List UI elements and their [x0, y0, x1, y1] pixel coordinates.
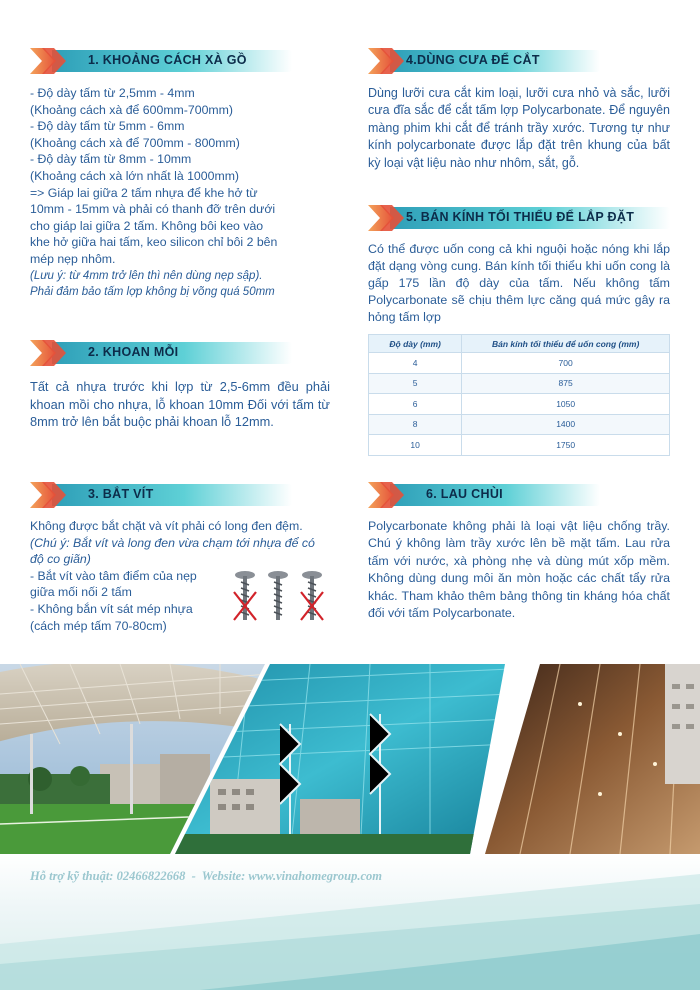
table-cell: 1400 — [462, 414, 670, 435]
section-title: 5. BÁN KÍNH TỐI THIỂU ĐỂ LẮP ĐẶT — [406, 210, 635, 224]
section-cleaning — [368, 482, 670, 622]
table-cell: 700 — [462, 353, 670, 374]
section-header — [368, 205, 670, 231]
website-link[interactable]: Website: www.vinahomegroup.com — [201, 869, 382, 883]
section-header — [30, 340, 330, 366]
section-body: Polycarbonate không phải là loại vật liệu chống trầy. Chú ý không làm trầy xước lên bề mặt tấm. Lau rửa tấm với nước, xà phòng nhẹ và dùng mút xốp mềm. Không dùng dung môi ăn mòn hoặc các chất tẩy rửa khác. Tham khảo thêm bảng thông tin kháng hóa chất đối với tấm Polycarbonate. — [368, 519, 670, 621]
section-header — [368, 48, 670, 74]
text-line: 10mm - 15mm và phải có thanh đỡ trên dưới — [30, 202, 276, 217]
text-line: giữa mối nối 2 tấm — [30, 585, 132, 600]
brown-roof-photo — [480, 664, 700, 854]
note-line: Phải đảm bảo tấm lợp không bị võng quá 50mm — [30, 286, 275, 299]
table-row — [369, 373, 670, 394]
section-body: Tất cả nhựa trước khi lợp từ 2,5-6mm đều phải khoan mồi cho nhựa, lỗ khoan 10mm Đối với tấm từ 8mm trở lên bắt buộc phải khoan lỗ 12mm. — [30, 379, 330, 429]
section-title: 6. LAU CHÙI — [426, 487, 503, 501]
photo-strip — [0, 664, 700, 854]
section-title: 2. KHOAN MỖI — [88, 345, 179, 359]
table-cell: 875 — [462, 373, 670, 394]
section-title: 3. BẮT VÍT — [88, 487, 154, 501]
section-min-radius — [368, 205, 670, 456]
section-title: 4.DÙNG CƯA ĐỂ CẮT — [406, 53, 540, 67]
table-cell: 4 — [369, 353, 462, 374]
chevron-arrow-icon — [30, 48, 68, 74]
support-phone: Hỗ trợ kỹ thuật: 02466822668 — [30, 869, 186, 883]
table-cell: 8 — [369, 414, 462, 435]
table-cell: 1750 — [462, 435, 670, 456]
table-cell: 6 — [369, 394, 462, 415]
footer-separator: - — [185, 869, 202, 883]
text-line: cho giáp lai giữa 2 tấm. Không bôi keo vào — [30, 218, 264, 233]
table-cell: 10 — [369, 435, 462, 456]
chevron-arrow-icon — [368, 205, 406, 231]
section-title: 1. KHOẢNG CÁCH XÀ GỒ — [88, 53, 247, 67]
table-row — [369, 414, 670, 435]
footer — [0, 854, 700, 990]
table-header-row — [369, 335, 670, 353]
table-row — [369, 353, 670, 374]
text-line: - Độ dày tấm từ 8mm - 10mm — [30, 152, 192, 167]
text-line: - Độ dày tấm từ 2,5mm - 4mm — [30, 86, 195, 100]
table-row — [369, 394, 670, 415]
text-line: mép nẹp nhôm. — [30, 251, 116, 266]
section-body — [30, 85, 330, 301]
chevron-arrow-icon — [30, 340, 68, 366]
note-line: (Lưu ý: từ 4mm trở lên thì nên dùng nẹp sập). — [30, 269, 263, 282]
intro-text: Không được bắt chặt và vít phải có long đen đệm. — [30, 519, 303, 533]
chevron-arrow-icon — [368, 48, 406, 74]
section-body: Có thể được uốn cong cả khi nguội hoặc nóng khi lắp đặt dạng vòng cung. Bán kính tối thiểu khi uốn cong là gấp 175 lần độ dày của tấm. Nếu không tấm Polycarbonate sẽ chịu thêm lực căng quá mức gây ra hỏng tấm lợp — [368, 242, 670, 324]
section-drilling — [30, 340, 330, 431]
section-header — [30, 482, 330, 508]
table-row — [369, 435, 670, 456]
text-line: (Khoảng cách xà để 700mm - 800mm) — [30, 135, 240, 150]
text-line: (Khoảng cách xà để 600mm-700mm) — [30, 102, 233, 117]
column-header: Bán kính tối thiểu để uốn cong (mm) — [462, 335, 670, 353]
radius-table — [368, 334, 670, 456]
footer-contact — [30, 869, 382, 884]
text-line: - Độ dày tấm từ 5mm - 6mm — [30, 119, 185, 134]
text-line: (Khoảng cách xà lớn nhất là 1000mm) — [30, 168, 240, 183]
screw-icon — [268, 571, 288, 620]
text-line: - Bắt vít vào tâm điểm của nẹp — [30, 568, 197, 583]
section-cutting — [368, 48, 670, 172]
section-beam-spacing — [30, 48, 330, 301]
table-cell: 5 — [369, 373, 462, 394]
chevron-arrow-icon — [30, 482, 68, 508]
text-line: => Giáp lai giữa 2 tấm nhựa để khe hở từ — [30, 185, 258, 200]
section-body: Dùng lưỡi cưa cắt kim loại, lưỡi cưa nhỏ và sắc, lưỡi cưa đĩa sắc để cắt tấm lợp Polycarbonate. Để nguyên màng phim khi cắt để tránh trầy xước. Tương tự như kính polycarbonate được lắp đặt trên khung của bất kỳ loại vật liệu nào như nhôm, sắt, gỗ. — [368, 86, 670, 170]
text-line: - Không bắn vít sát mép nhựa — [30, 601, 193, 616]
screw-illustration — [230, 568, 330, 626]
section-header — [368, 482, 670, 508]
chevron-arrow-icon — [368, 482, 406, 508]
table-cell: 1050 — [462, 394, 670, 415]
text-line: (cách mép tấm 70-80cm) — [30, 618, 167, 633]
column-header: Độ dày (mm) — [369, 335, 462, 353]
text-line: khe hở giữa hai tấm, keo silicon chỉ bôi 2 bên — [30, 235, 278, 250]
note-text: (Chú ý: Bắt vít và long đen vừa chạm tới nhựa để có độ co giãn) — [30, 535, 315, 567]
section-header — [30, 48, 330, 74]
